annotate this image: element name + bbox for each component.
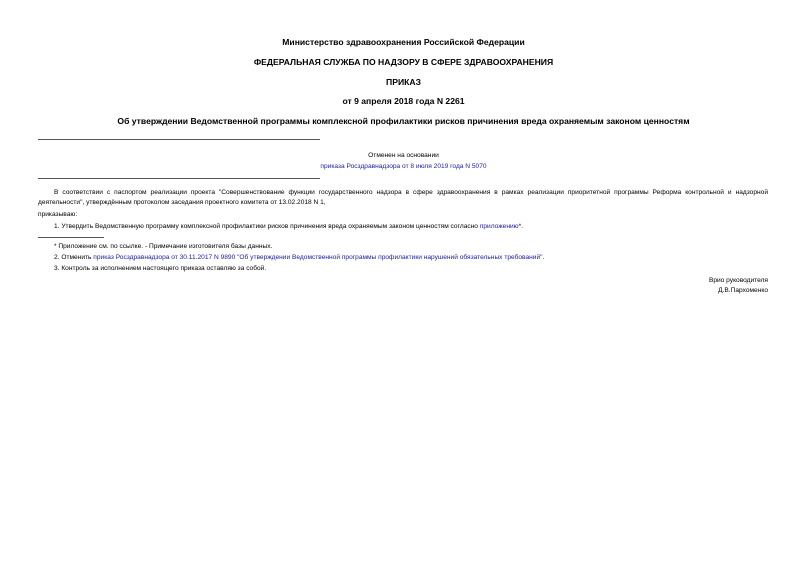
item-3: 3. Контроль за исполнением настоящего приказа оставляю за собой.: [54, 265, 267, 272]
divider-status: [38, 178, 320, 179]
item-1-suffix: *.: [518, 223, 524, 230]
ministry-name: Министерство здравоохранения Российской Федерации: [282, 37, 525, 47]
item-1: [54, 222, 523, 231]
service-name: ФЕДЕРАЛЬНАЯ СЛУЖБА ПО НАДЗОРУ В СФЕРЕ ЗДРАВООХРАНЕНИЯ: [253, 57, 554, 67]
item-2: [54, 253, 544, 262]
divider-top: [38, 139, 320, 140]
item-2-suffix: .: [542, 254, 545, 261]
cancelled-link-row: [0, 163, 807, 170]
footnote: * Приложение см. по ссылке. - Примечание изготовителя базы данных.: [54, 243, 273, 250]
cancelled-link[interactable]: приказа Росздравнадзора от 8 июля 2019 года N 5070: [320, 163, 487, 170]
signature-position: Врио руководителя: [708, 277, 768, 284]
cancelled-order-link[interactable]: приказ Росздравнадзора от 30.11.2017 N 9890 "Об утверждении Ведомственной программы профилактики нарушений обязательных требований": [93, 254, 543, 261]
divider-footnote: [38, 237, 104, 238]
signature-name: Д.В.Пархоменко: [718, 287, 768, 294]
doc-title: Об утверждении Ведомственной программы комплексной профилактики рисков причинения вреда охраняемым законом ценностям: [117, 116, 690, 126]
item-2-prefix: 2. Отменить: [54, 254, 94, 261]
doc-type: ПРИКАЗ: [386, 77, 421, 87]
order-word: приказываю:: [38, 211, 78, 218]
cancelled-label: Отменен на основании: [368, 152, 439, 159]
date-number: от 9 апреля 2018 года N 2261: [342, 96, 465, 106]
preamble: В соответствии с паспортом реализации проекта "Совершенствование функции государственного надзора в сфере здравоохранения в рамках реализации приоритетной программы Реформа контрольной и надзорной деятельности", утверждённым протоколом заседания проектного комитета от 13.02.2018 N 1,: [38, 189, 768, 206]
item-1-text: 1. Утвердить Ведомственную программу комплексной профилактики рисков причинения вреда охраняемым законом ценностям согласно: [54, 223, 480, 230]
appendix-link[interactable]: приложению: [479, 223, 519, 230]
